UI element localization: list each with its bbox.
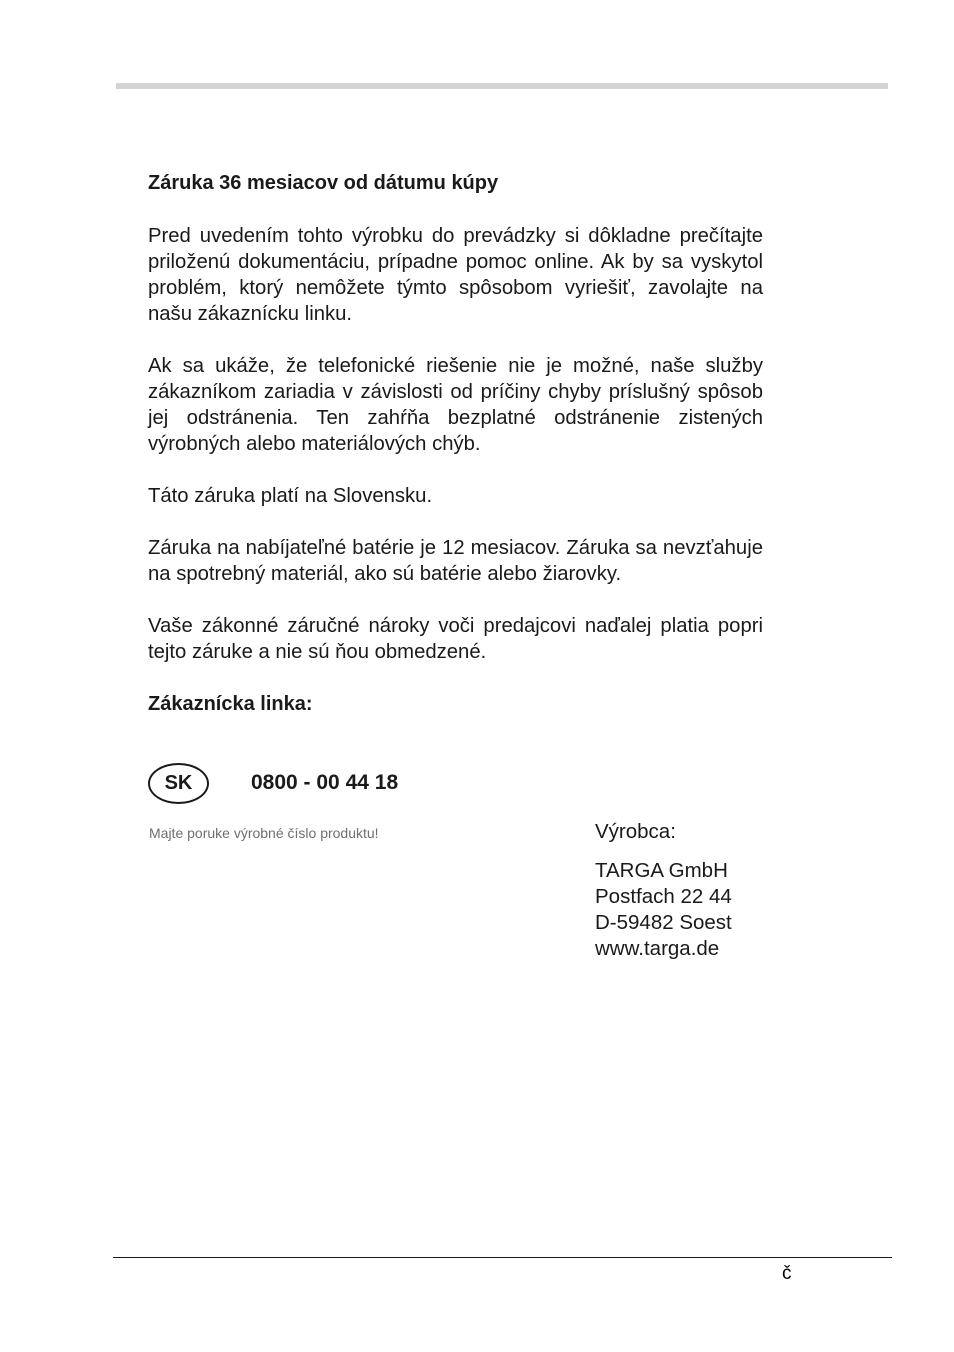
- warranty-paragraph-batteries: Záruka na nabíjateľné batérie je 12 mesiacov. Záruka sa nevzťahuje na spotrebný materiál, ako sú batérie alebo žiarovky.: [148, 537, 763, 585]
- warranty-paragraph-intro: Pred uvedením tohto výrobku do prevádzky si dôkladne prečítajte priloženú dokumentáciu, prípadne pomoc online. Ak by sa vyskytol problém, ktorý nemôžete týmto spôsobom vyriešiť, zavolajte na našu zákaznícku linku.: [148, 225, 763, 325]
- manufacturer-website: www.targa.de: [595, 937, 720, 960]
- top-divider: [116, 83, 888, 89]
- country-badge: SK: [148, 763, 209, 804]
- hotline-heading: Zákaznícka linka:: [148, 693, 313, 715]
- hotline-row: [148, 760, 398, 806]
- warranty-paragraph-service: Ak sa ukáže, že telefonické riešenie nie je možné, naše služby zákazníkom zariadia v závislosti od príčiny chyby príslušný spôsob jej odstránenia. Ten zahŕňa bezplatné odstránenie zistených výrobných alebo materiálových chýb.: [148, 355, 763, 455]
- warranty-section: [148, 170, 763, 717]
- product-number-note: Majte poruke výrobné číslo produktu!: [149, 825, 379, 841]
- footer-page-mark: č: [782, 1263, 792, 1284]
- manufacturer-company: TARGA GmbH: [595, 859, 728, 882]
- footer-divider: [113, 1257, 892, 1258]
- manufacturer-address-line-2: D-59482 Soest: [595, 911, 732, 934]
- manufacturer-address-line-1: Postfach 22 44: [595, 885, 732, 908]
- manufacturer-label: Výrobca:: [595, 820, 676, 843]
- warranty-paragraph-statutory: Vaše zákonné záručné nároky voči predajcovi naďalej platia popri tejto záruke a nie sú ňou obmedzené.: [148, 615, 763, 663]
- manufacturer-block: [595, 819, 732, 962]
- hotline-phone-number: 0800 - 00 44 18: [251, 771, 399, 794]
- warranty-title: Záruka 36 mesiacov od dátumu kúpy: [148, 172, 499, 194]
- warranty-paragraph-scope: Táto záruka platí na Slovensku.: [148, 485, 433, 507]
